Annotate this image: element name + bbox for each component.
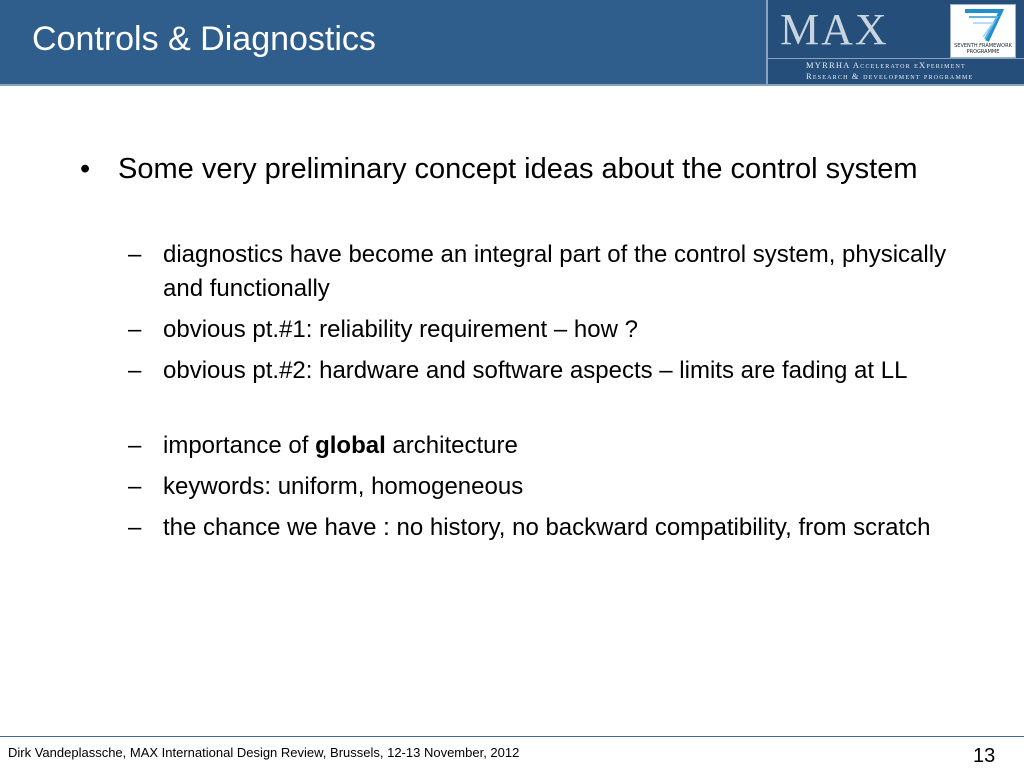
max-logo-text: MAX — [780, 5, 889, 54]
footer-credit: Dirk Vandeplassche, MAX International Design Review, Brussels, 12-13 November, 2012 — [8, 745, 520, 760]
logo-subtitle-line1: MYRRHA Accelerator eXperiment — [806, 60, 966, 70]
page-number: 13 — [973, 745, 996, 767]
sub-bullet-text — [163, 429, 968, 463]
main-bullet-text: Some very preliminary concept ideas about the control system — [118, 153, 918, 185]
dash-marker: – — [128, 316, 142, 343]
text-bold: global — [315, 432, 386, 459]
fp7-label: SEVENTH FRAMEWORK PROGRAMME — [954, 43, 1012, 55]
dash-marker: – — [128, 432, 142, 459]
dash-marker: – — [128, 357, 142, 384]
bullet-marker: • — [80, 153, 91, 185]
text-normal: architecture — [385, 432, 518, 459]
sub-bullet-text: obvious pt.#1: reliability requirement – how ? — [163, 316, 638, 343]
dash-marker: – — [128, 514, 142, 541]
footer-divider — [0, 736, 1024, 737]
dash-marker: – — [128, 241, 142, 268]
text-normal: importance of — [163, 432, 316, 459]
sub-bullet-text: keywords: uniform, homogeneous — [163, 473, 524, 500]
sub-bullet-text: the chance we have : no history, no backward compatibility, from scratch — [163, 514, 931, 541]
slide-title: Controls & Diagnostics — [32, 20, 376, 58]
sub-bullet-text: diagnostics have become an integral part of the control system, physically and functionally — [163, 241, 947, 302]
dash-marker: – — [128, 473, 142, 500]
logo-subtitle-line2: Research & development programme — [806, 71, 974, 81]
sub-bullet-text: obvious pt.#2: hardware and software aspects – limits are fading at LL — [163, 357, 908, 384]
